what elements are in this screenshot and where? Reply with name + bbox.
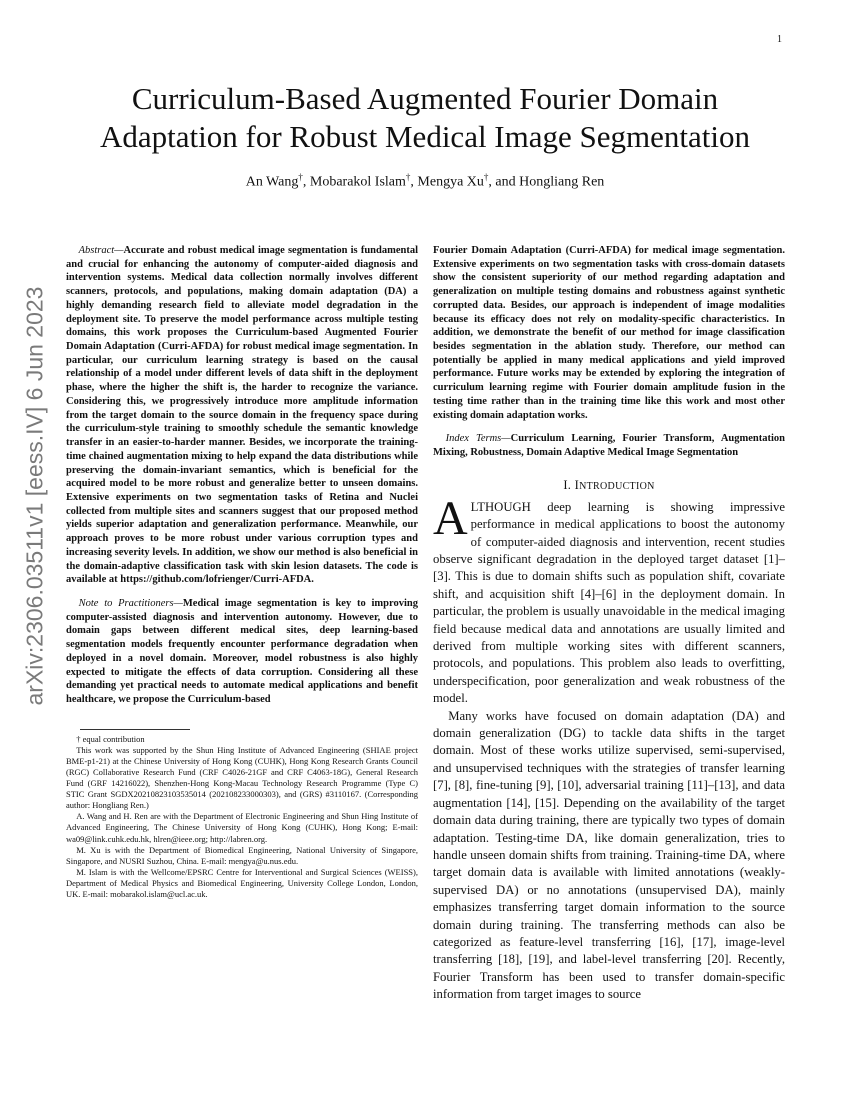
section-number: I. xyxy=(563,477,575,492)
author-separator: , xyxy=(302,174,310,190)
index-terms-text: Curriculum Learning, Fourier Transform, Augmentation Mixing, Robustness, Domain Adaptive Medical Image Segmentation xyxy=(433,433,785,459)
intro-text: LTHOUGH deep learning is showing impressive performance in medical applications to boost the autonomy of computer-aided diagnosis and intervention, recent studies observe significant degradation in the deployed target dataset [1]–[3]. This is due to domain shifts such as population shift, covariate shift, and acquisition shift [4]–[6] in the deployment domain. In particular, the problem is usually unavoidable in the medical imaging field because medical data and annotations are usually limited and derived from multiple working sites with different scanners, protocols, and populations. This problem also leads to overfitting, underspecification, poor generalization and weak robustness of the model. xyxy=(433,499,785,706)
author-name: Mobarakol Islam xyxy=(309,174,406,190)
note-to-practitioners-continued: Fourier Domain Adaptation (Curri-AFDA) for medical image segmentation. Extensive experiments on two segmentation tasks with cross-domain datasets show the consistent superiority of our method regarding adaptation and generalization on multiple testing domains and robustness against synthetic corrupted data. Besides, our approach is independent of image modalities because its efficacy does not rely on modality-specific characteristics. In addition, we demonstrate the benefit of our method for image classification besides segmentation in the ablation study. Therefore, our method can potentially be applied in many medical applications and yield improved performance. Future works may be extended by exploring the integration of curriculum learning regime with Fourier domain amplitude fusion in the testing time rather than in the training time like this work and most other existing domain adaptation works. xyxy=(433,245,785,421)
paper-title xyxy=(60,80,790,156)
footnote: This work was supported by the Shun Hing Institute of Advanced Engineering (SHIAE project BME-p1-21) at the Chinese University of Hong Kong (CUHK), Hong Kong Research Grants Council (RGC) Collaborative Research Fund (CRF C4026-21GF and CRF C4063-18G), General Research Fund (GRF 14216022), Shenzhen-Hong Kong-Macau Technology Research Programme (Type C) STIC Grant SGDX20210823103535014 (202108233000303), and (GRS) #3110167. (Corresponding author: Hongliang Ren.) xyxy=(66,744,418,811)
footnote: † equal contribution xyxy=(76,733,145,744)
arxiv-id: arXiv:2306.03511v1 [eess.IV] 6 Jun 2023 xyxy=(21,286,48,706)
author-name: Mengya Xu xyxy=(417,174,484,190)
abstract xyxy=(66,244,418,587)
author-name: Hongliang Ren xyxy=(519,174,605,190)
equal-contribution-mark: † xyxy=(298,172,303,182)
left-column xyxy=(66,244,418,900)
footnote: M. Xu is with the Department of Biomedical Engineering, National University of Singapore, Singapore, and NUSRI Suzhou, China. E-mail: mengya@u.nus.edu. xyxy=(66,844,418,866)
section-title-rest: NTRODUCTION xyxy=(579,480,655,492)
arxiv-stamp xyxy=(18,284,52,708)
equal-contribution-mark: † xyxy=(483,172,489,182)
author-list xyxy=(60,172,790,191)
right-column xyxy=(433,244,785,1004)
abstract-text: Accurate and robust medical image segmentation is fundamental and crucial for enhancing the autonomy of computer-aided diagnosis and intervention systems. Medical data collection normally involves different scanners, protocols, and populations, making domain adaptation (DA) a highly demanding research field to alleviate model degradation in the deployment site. To preserve the model performance across multiple testing domains, this work proposes the Curriculum-based Augmented Fourier Domain Adaptation (Curri-AFDA) for robust medical image segmentation. In particular, our curriculum learning strategy is based on the causal relationship of a model under different levels of data shift in the deployment phase, where the higher the shift is, the harder to recognize the variance. Considering this, we progressively introduce more amplitude information from the target domain to the source domain in the frequency space during the curriculum-style training to smoothly schedule the semantic knowledge transfer in an easier-to-harder manner. Besides, we incorporate the training-time chained augmentation mixing to help expand the data distributions while preserving the domain-invariant semantics, which is beneficial for the acquired model to be more robust and generalize better to unseen domains. Extensive experiments on two segmentation tasks of Retina and Nuclei collected from multiple sites and scanners suggest that our proposed method yields superior adaptation and generalization performance. Meanwhile, our approach proves to be more robust under various corruption types and increasing severity levels. In addition, we show our method is also beneficial in the domain-adaptive classification task with skin lesion datasets. The code is available at https://github.com/lofrienger/Curri-AFDA. xyxy=(66,245,418,586)
section-initial: I xyxy=(574,477,580,492)
author-separator: , and xyxy=(488,174,520,190)
ntp-text: Medical image segmentation is key to improving computer-assisted diagnosis and intervention autonomy. However, due to domain gaps between different medical sites, deep learning-based segmentation models frequently encounter performance degradation when deployed in a novel domain. Moreover, model robustness is also highly expected to mitigate the effects of data corruption. Considering all these demanding yet practical needs to automate medical applications and benefit healthcare, we propose the Curriculum-based xyxy=(66,597,418,705)
equal-contribution-mark: † xyxy=(405,172,411,182)
index-terms xyxy=(433,432,785,459)
page-number: 1 xyxy=(777,34,782,45)
title-line-2: Adaptation for Robust Medical Image Segmentation xyxy=(100,119,750,154)
section-heading xyxy=(433,478,785,493)
intro-paragraph: Many works have focused on domain adaptation (DA) and domain generalization (DG) to tackle data shifts in the target domain. Most of these works utilize supervised, semi-supervised, and unsupervised techniques with the strategies of transfer learning [7], [8], fine-tuning [9], [10], adversarial training [11]–[13], and data augmentation [14], [15]. Depending on the availability of the target domain data during training, there are typically two types of domain adaptation. Testing-time DA, like domain generalization, tries to handle unseen domain shifts from training. Training-time DA, where target domain data is available with limited annotations (weakly-supervised DA) or no annotations (unsupervised DA), mainly emphasizes transferring target domain information to the source domain during training. The transferring methods can also be categorized as feature-level transferring [16], [17], image-level transferring [18], [19], and label-level transferring [20]. Recently, Fourier Transform has been used to transfer domain-specific information from target images to source xyxy=(433,708,785,1002)
footnote: A. Wang and H. Ren are with the Department of Electronic Engineering and Shun Hing Institute of Advanced Engineering, The Chinese University of Hong Kong (CUHK), Hong Kong; E-mail: wa09@link.cuhk.edu.hk, hlren@ieee.org; http://labren.org. xyxy=(66,811,418,844)
index-terms-label: Index Terms— xyxy=(445,433,511,445)
title-line-1: Curriculum-Based Augmented Fourier Domain xyxy=(131,81,719,116)
author-separator: , xyxy=(410,174,418,190)
footnote-divider xyxy=(80,729,190,730)
note-to-practitioners xyxy=(66,597,418,707)
ntp-label: Note to Practitioners— xyxy=(78,597,183,609)
drop-cap: A xyxy=(433,491,468,545)
intro-paragraph xyxy=(433,491,785,708)
author-name: An Wang xyxy=(245,174,299,190)
footnote: M. Islam is with the Wellcome/EPSRC Centre for Interventional and Surgical Sciences (WEISS), Department of Medical Physics and Biomedical Engineering, University College London, London, UK. E-mail: mobarakol.islam@ucl.ac.uk. xyxy=(66,866,418,900)
abstract-label: Abstract— xyxy=(78,245,124,256)
